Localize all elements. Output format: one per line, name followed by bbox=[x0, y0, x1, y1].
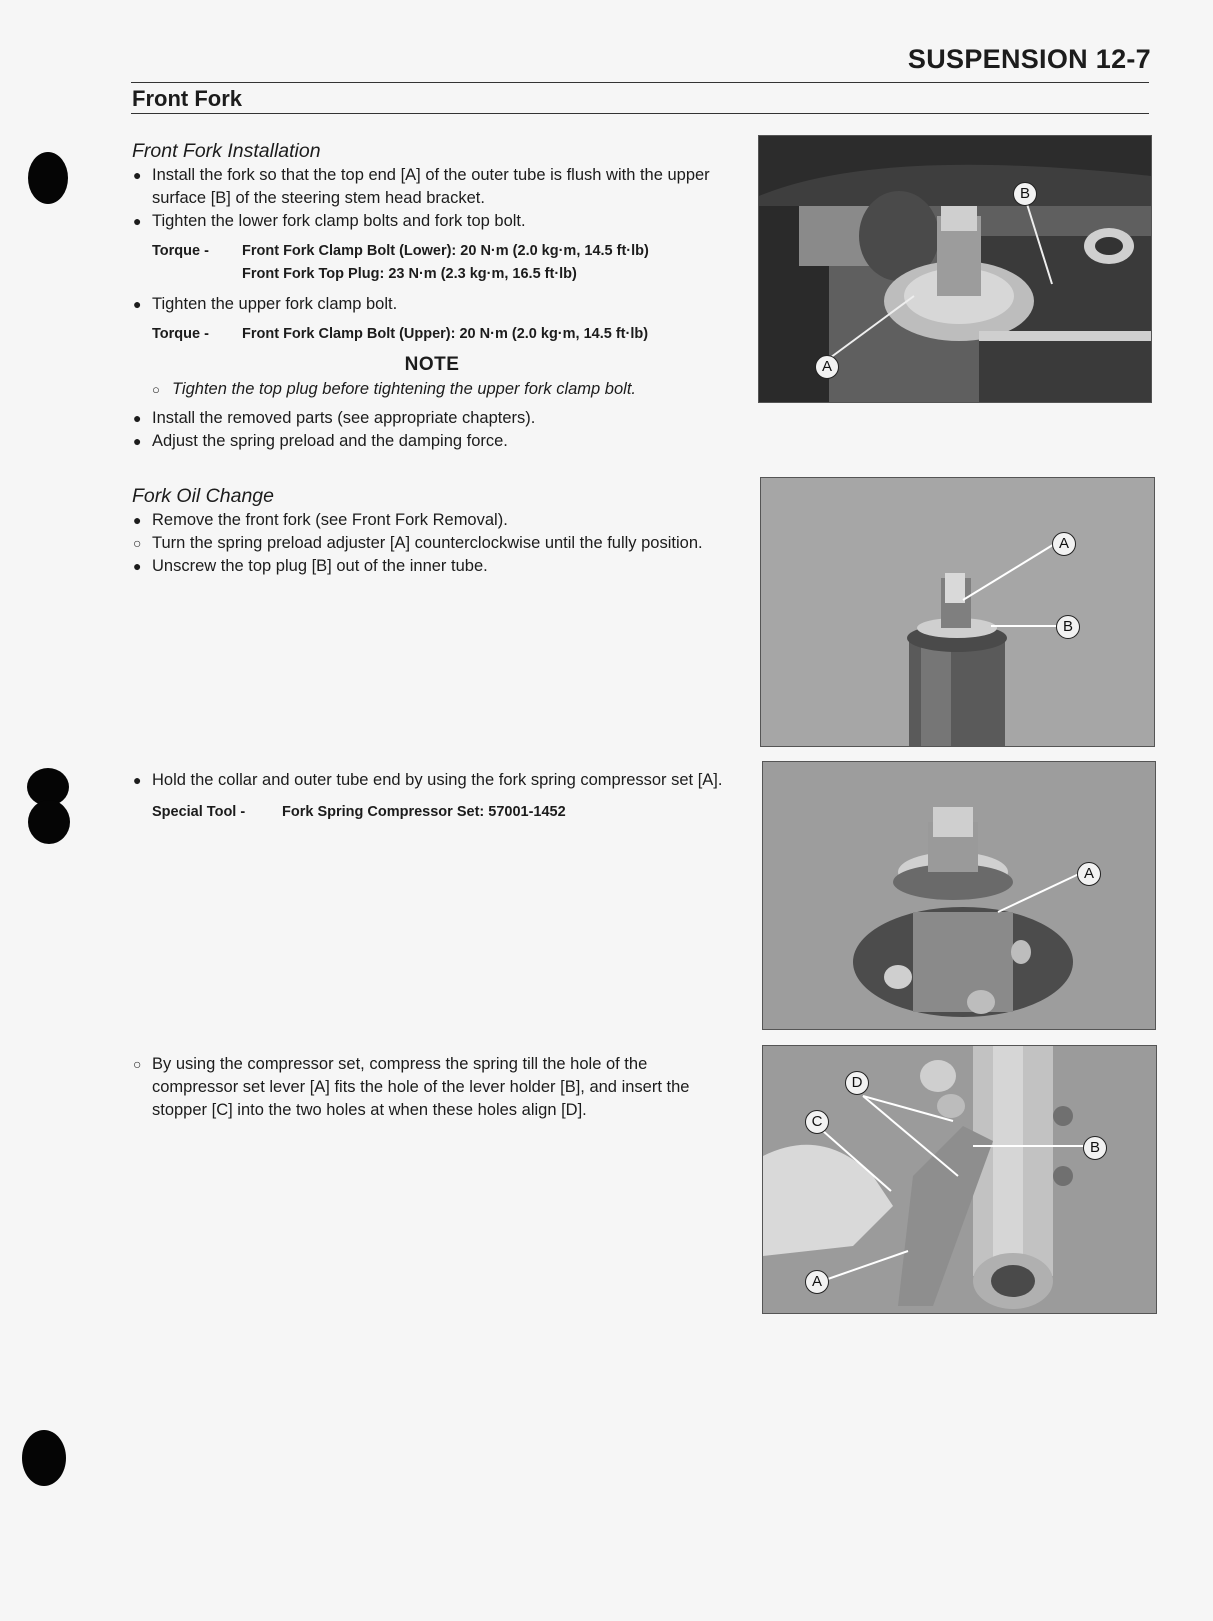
bullet-mark: ● bbox=[133, 296, 142, 312]
oil-change-step-3: ● Unscrew the top plug [B] out of the inner tube. bbox=[132, 555, 732, 578]
torque-value: Front Fork Top Plug: 23 N·m (2.3 kg·m, 16.5 ft·lb) bbox=[242, 266, 577, 282]
bullet-mark: ● bbox=[133, 433, 142, 449]
installation-step-5: ● Adjust the spring preload and the damping force. bbox=[132, 430, 732, 453]
bullet-mark: ● bbox=[133, 167, 142, 183]
figure-spring-compressor bbox=[762, 761, 1156, 1030]
binder-hole-1 bbox=[28, 152, 68, 204]
callout-b: B bbox=[1056, 615, 1080, 639]
spring-compressor-illustration bbox=[763, 762, 1155, 1029]
bullet-mark: ● bbox=[133, 410, 142, 426]
header-rule bbox=[131, 82, 1149, 83]
bullet-mark: ● bbox=[133, 772, 142, 788]
sub-mark: ○ bbox=[152, 382, 160, 397]
figure-fork-installation bbox=[758, 135, 1152, 403]
installation-step-1: ● Install the fork so that the top end [A] of the outer tube is flush with the upper surface [B] of the steering stem head bracket. bbox=[133, 166, 710, 207]
callout-a: A bbox=[815, 355, 839, 379]
special-tool-value: Fork Spring Compressor Set: 57001-1452 bbox=[282, 804, 566, 820]
section-rule bbox=[131, 113, 1149, 114]
installation-step-3: ● Tighten the upper fork clamp bolt. bbox=[132, 293, 732, 316]
callout-a: A bbox=[1077, 862, 1101, 886]
oil-change-heading: Fork Oil Change bbox=[132, 485, 274, 507]
figure-lever-holder bbox=[762, 1045, 1157, 1314]
callout-a: A bbox=[805, 1270, 829, 1294]
oil-change-block-2 bbox=[132, 769, 732, 831]
callout-c: C bbox=[805, 1110, 829, 1134]
torque-label: Torque - bbox=[152, 243, 209, 259]
page-header-title: SUSPENSION 12-7 bbox=[907, 44, 1151, 74]
oil-change-step-1: ● Remove the front fork (see Front Fork Removal). bbox=[132, 509, 732, 532]
callout-b: B bbox=[1013, 182, 1037, 206]
bullet-mark: ● bbox=[133, 512, 142, 528]
note-heading: NOTE bbox=[404, 354, 460, 375]
binder-hole-4 bbox=[22, 1430, 66, 1486]
installation-block bbox=[132, 140, 732, 453]
bullet-mark: ● bbox=[133, 213, 142, 229]
oil-change-block-3 bbox=[132, 1053, 732, 1122]
sub-mark: ○ bbox=[133, 1056, 142, 1072]
special-tool-spec bbox=[152, 801, 732, 824]
special-tool-label: Special Tool - bbox=[152, 804, 246, 820]
torque-value: Front Fork Clamp Bolt (Upper): 20 N·m (2.0 kg·m, 14.5 ft·lb) bbox=[242, 326, 649, 342]
oil-change-step-2: ○ Turn the spring preload adjuster [A] counterclockwise until the fully position. bbox=[132, 532, 732, 555]
installation-step-2: ● Tighten the lower fork clamp bolts and fork top bolt. bbox=[132, 210, 732, 233]
sub-mark: ○ bbox=[133, 535, 142, 551]
installation-heading: Front Fork Installation bbox=[132, 140, 321, 162]
note-text: ○ Tighten the top plug before tightening the upper fork clamp bolt. bbox=[132, 378, 732, 401]
section-title: Front Fork bbox=[132, 86, 242, 111]
torque-value: Front Fork Clamp Bolt (Lower): 20 N·m (2.0 kg·m, 14.5 ft·lb) bbox=[242, 243, 649, 259]
figure-preload-adjuster bbox=[760, 477, 1155, 747]
preload-adjuster-illustration bbox=[761, 478, 1154, 746]
oil-change-block bbox=[132, 485, 732, 578]
torque-spec-1 bbox=[152, 240, 732, 286]
installation-step-4: ● Install the removed parts (see appropriate chapters). bbox=[132, 407, 732, 430]
bullet-mark: ● bbox=[133, 558, 142, 574]
torque-label: Torque - bbox=[152, 326, 209, 342]
callout-b: B bbox=[1083, 1136, 1107, 1160]
callout-d: D bbox=[845, 1071, 869, 1095]
binder-hole-3 bbox=[28, 800, 70, 844]
oil-change-step-5: ○ By using the compressor set, compress the spring till the hole of the compressor set lever [A] fits the hole of the lever holder [B], and insert the stopper [C] into the two holes at when these holes align [D]. bbox=[133, 1055, 690, 1119]
torque-spec-2 bbox=[152, 323, 732, 346]
oil-change-step-4: ● Hold the collar and outer tube end by using the fork spring compressor set [A]. bbox=[132, 769, 732, 792]
callout-a: A bbox=[1052, 532, 1076, 556]
